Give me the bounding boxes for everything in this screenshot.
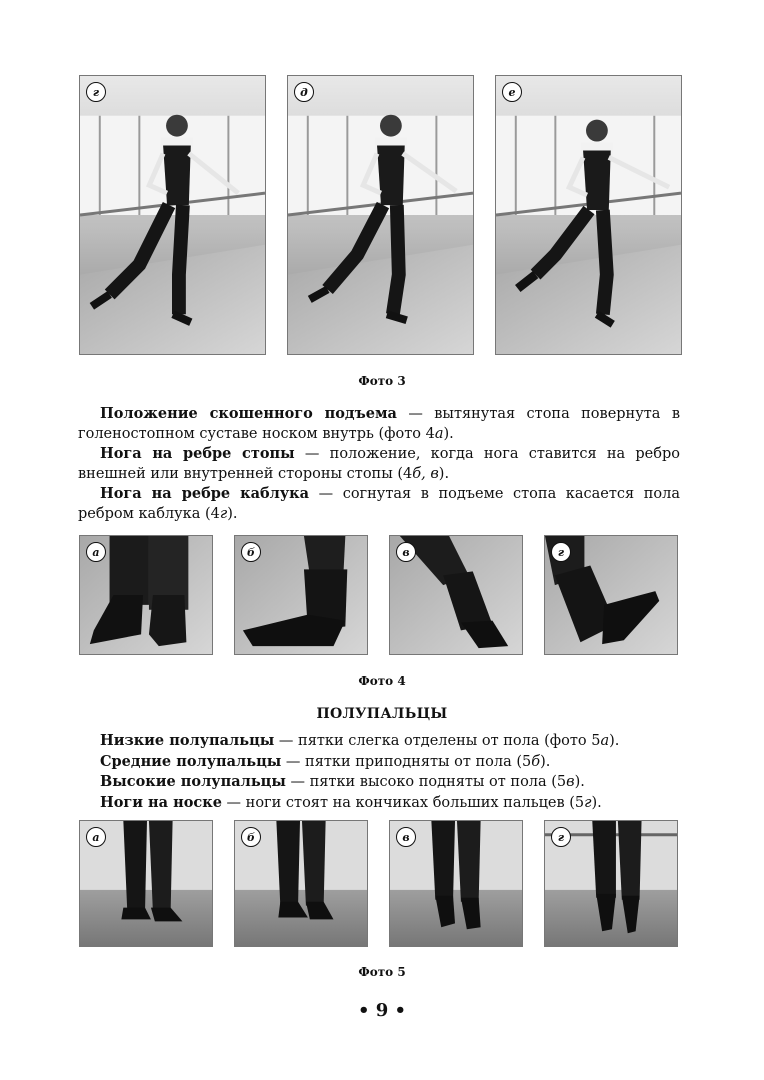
definition-paragraph: Положение скошенного подъема — вытянутая стопа повернута в голеностопном суставе носком внутрь (фото 4а). — [78, 405, 680, 442]
photo-label: г — [551, 542, 571, 562]
photo-label: а — [86, 542, 106, 562]
photo-5b — [234, 820, 368, 947]
photo-label: в — [396, 542, 416, 562]
definitions-block-1 — [78, 404, 680, 524]
photo-4-caption: Фото 4 — [358, 674, 406, 688]
section-heading: ПОЛУПАЛЬЦЫ — [316, 706, 448, 722]
definitions-block-2 — [78, 731, 680, 813]
photo-label: б — [241, 542, 261, 562]
photo-3g — [79, 75, 266, 355]
photo-5a — [79, 820, 213, 947]
photo-label: г — [86, 82, 106, 102]
definition-paragraph: Нога на ребре стопы — положение, когда нога ставится на ребро внешней или внутренней стороны стопы (4б, в). — [78, 445, 680, 482]
photo-4a — [79, 535, 213, 655]
photo-5g — [544, 820, 678, 947]
photo-label: б — [241, 827, 261, 847]
photo-5v — [389, 820, 523, 947]
photo-label: г — [551, 827, 571, 847]
photo-4v — [389, 535, 523, 655]
definition-paragraph: Нога на ребре каблука — согнутая в подъеме стопа касается пола ребром каблука (4г). — [78, 485, 680, 522]
photo-3-caption: Фото 3 — [358, 374, 406, 388]
photo-label: в — [396, 827, 416, 847]
definition-paragraph: Средние полупальцы — пятки приподняты от пола (5б). — [100, 752, 551, 770]
photo-3e — [495, 75, 682, 355]
photo-label: д — [294, 82, 314, 102]
photo-label: а — [86, 827, 106, 847]
photo-3d — [287, 75, 474, 355]
definition-paragraph: Ноги на носке — ноги стоят на кончиках больших пальцев (5г). — [100, 793, 602, 811]
page-number: • 9 • — [357, 1000, 407, 1021]
definition-paragraph: Высокие полупальцы — пятки высоко подняты от пола (5в). — [100, 773, 585, 790]
photo-label: е — [502, 82, 522, 102]
definition-paragraph: Низкие полупальцы — пятки слегка отделены от пола (фото 5а). — [100, 732, 620, 749]
photo-5-caption: Фото 5 — [358, 965, 406, 979]
photo-4g — [544, 535, 678, 655]
photo-4b — [234, 535, 368, 655]
